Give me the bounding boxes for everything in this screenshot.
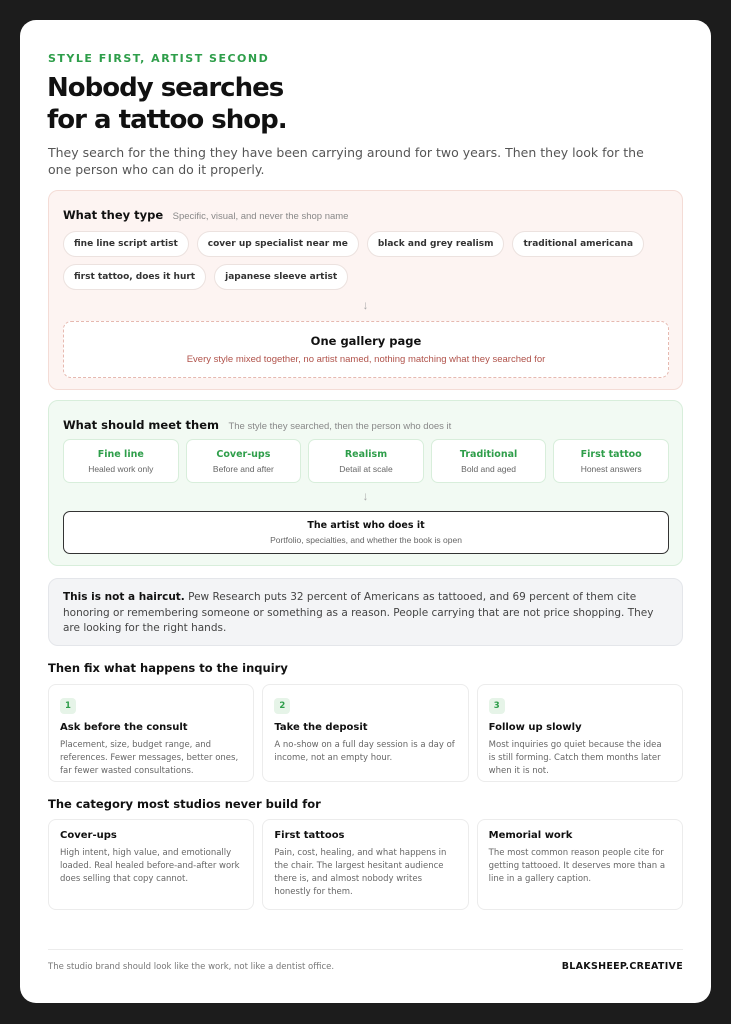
brand-wordmark: BLAKSHEEP.CREATIVE	[561, 961, 683, 972]
step-body: Most inquiries go quiet because the idea is still forming. Catch them months later when it is not.	[488, 740, 662, 776]
panel-heading: What should meet them	[63, 418, 219, 432]
title-line-2: for a tattoo shop.	[47, 105, 287, 135]
page-title	[47, 72, 287, 136]
inquiry-steps	[48, 684, 683, 782]
panel-header	[63, 416, 451, 434]
category-cards	[48, 819, 683, 910]
search-chip: fine line script artist	[63, 231, 189, 257]
what-they-type-panel	[48, 190, 683, 390]
style-desc: Healed work only	[88, 464, 154, 474]
style-box-first-tattoo	[553, 439, 669, 483]
gallery-box	[63, 321, 669, 378]
style-boxes	[63, 439, 669, 483]
search-chip: first tattoo, does it hurt	[63, 264, 206, 290]
category-card	[477, 819, 683, 910]
step-card	[262, 684, 468, 782]
step-number: 1	[60, 698, 76, 714]
search-chips	[63, 231, 663, 290]
search-chip: black and grey realism	[367, 231, 505, 257]
stat-note	[48, 578, 683, 646]
inquiry-heading: Then fix what happens to the inquiry	[48, 661, 288, 675]
artist-title: The artist who does it	[307, 520, 425, 531]
step-body: A no-show on a full day session is a day of income, not an empty hour.	[274, 740, 455, 763]
artist-subtitle: Portfolio, specialties, and whether the book is open	[270, 535, 462, 545]
step-card	[48, 684, 254, 782]
title-line-1: Nobody searches	[47, 73, 284, 103]
step-title: Take the deposit	[274, 722, 368, 733]
style-desc: Before and after	[212, 464, 274, 474]
category-title: Memorial work	[488, 830, 573, 841]
step-title: Follow up slowly	[488, 722, 582, 733]
style-desc: Honest answers	[580, 464, 642, 474]
style-box-realism	[308, 439, 424, 483]
step-number: 2	[274, 698, 290, 714]
style-name: Traditional	[459, 449, 518, 460]
panel-header	[63, 206, 348, 224]
page-card	[20, 20, 711, 1003]
style-box-fine-line	[63, 439, 179, 483]
style-name: Fine line	[97, 449, 144, 460]
style-name: Cover-ups	[216, 449, 271, 460]
gallery-title: One gallery page	[310, 334, 422, 348]
step-body: Placement, size, budget range, and references. Fewer messages, better ones, far fewer wasted consultations.	[60, 740, 239, 776]
search-chip: cover up specialist near me	[197, 231, 359, 257]
style-box-cover-ups	[186, 439, 302, 483]
eyebrow: STYLE FIRST, ARTIST SECOND	[48, 52, 270, 65]
down-arrow-icon: ↓	[362, 489, 369, 503]
category-card	[262, 819, 468, 910]
category-heading: The category most studios never build for	[48, 797, 321, 811]
step-card	[477, 684, 683, 782]
note-text: Pew Research puts 32 percent of Americans as tattooed, and 69 percent of them cite honoring or remembering someone or something as a reason. People carrying that are not price shopping. They are looking for the right hands.	[63, 591, 654, 634]
artist-box	[63, 511, 669, 554]
category-title: First tattoos	[274, 830, 345, 841]
style-desc: Bold and aged	[461, 464, 516, 474]
down-arrow-icon: ↓	[362, 298, 369, 312]
lede: They search for the thing they have been carrying around for two years. Then they look for the one person who can do it properly.	[48, 145, 644, 177]
panel-subheading: The style they searched, then the person who does it	[228, 421, 452, 432]
category-card	[48, 819, 254, 910]
category-body: Pain, cost, healing, and what happens in the chair. The largest hesitant audience there is, and almost nobody writes honestly for them.	[274, 848, 447, 897]
category-title: Cover-ups	[60, 830, 117, 841]
category-body: High intent, high value, and emotionally loaded. Real healed before-and-after work does selling that copy cannot.	[60, 848, 240, 884]
category-body: The most common reason people cite for getting tattooed. It deserves more than a line in a gallery caption.	[488, 848, 666, 884]
style-name: Realism	[344, 449, 388, 460]
gallery-subtitle: Every style mixed together, no artist named, nothing matching what they searched for	[186, 354, 546, 365]
search-chip: traditional americana	[512, 231, 644, 257]
panel-subheading: Specific, visual, and never the shop name	[172, 211, 349, 222]
step-number: 3	[489, 698, 505, 714]
note-bold: This is not a haircut.	[63, 591, 185, 603]
search-chip: japanese sleeve artist	[214, 264, 348, 290]
style-desc: Detail at scale	[339, 464, 393, 474]
should-meet-panel	[48, 400, 683, 566]
style-box-traditional	[431, 439, 547, 483]
step-title: Ask before the consult	[60, 722, 188, 733]
panel-heading: What they type	[63, 208, 164, 222]
footer-divider	[48, 949, 683, 950]
style-name: First tattoo	[580, 449, 642, 460]
footer-tagline: The studio brand should look like the work, not like a dentist office.	[48, 962, 335, 972]
